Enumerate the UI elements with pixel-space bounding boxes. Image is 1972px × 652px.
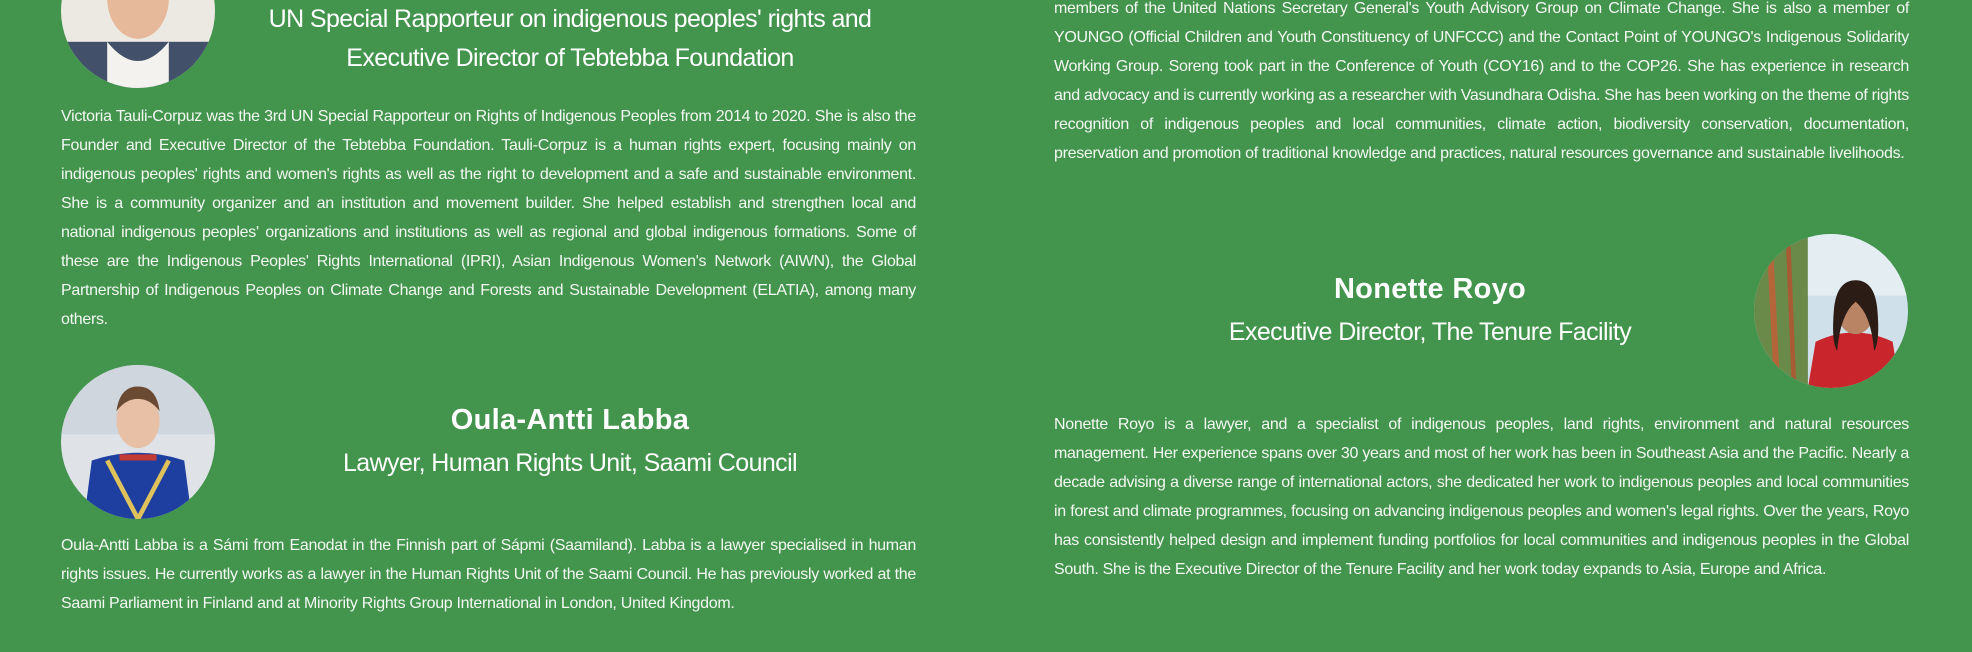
royo-photo [1754,234,1908,388]
labba-photo [61,365,215,519]
royo-name: Nonette Royo [1333,273,1527,305]
tauli-corpuz-bio: Victoria Tauli-Corpuz was the 3rd UN Special Rapporteur on Rights of Indigenous Peoples from 2014 to 2020. She is also the Founder and Executive Director of the Tebtebba Foundation. Tauli-Corpuz is a human rights expert, focusing mainly on indigenous peoples' rights and women's rights as well as the right to development and a safe and sustainable environment. She is a community organizer and an institution and movement builder. She helped establish and strengthen local and national indigenous peoples' organizations and institutions as well as regional and global indigenous formations. Some of these are the Indigenous Peoples' Rights International (IPRI), Asian Indigenous Women's Network (AIWN), the Global Partnership of Indigenous Peoples on Climate Change and Forests and Sustainable Development (ELATIA), among many others. [61,108,916,328]
soreng-bio: members of the United Nations Secretary General's Youth Advisory Group on Climate Change. She is also a member of YOUNGO (Official Children and Youth Constituency of UNFCCC) and the Contact Point of YOUNGO's Indigenous Solidarity Working Group. Soreng took part in the Conference of Youth (COY16) and to the COP26. She has experience in research and advocacy and is currently working as a researcher with Vasundhara Odisha. She has been working on the theme of rights recognition of indigenous peoples and local communities, climate action, biodiversity conservation, documentation, preservation and promotion of traditional knowledge and practices, natural resources governance and sustainable livelihoods. [1054,0,1909,162]
labba-role: Lawyer, Human Rights Unit, Saami Council [343,449,797,477]
labba-bio: Oula-Antti Labba is a Sámi from Eanodat in the Finnish part of Sápmi (Saamiland). Labba is a lawyer specialised in human rights issues. He currently works as a lawyer in the Human Rights Unit of the Saami Council. He has previously worked at the Saami Parliament in Finland and at Minority Rights Group International in London, United Kingdom. [61,537,916,612]
labba-name: Oula-Antti Labba [450,404,690,436]
tauli-corpuz-role-line1: UN Special Rapporteur on indigenous peoples' rights and [268,5,872,33]
royo-bio: Nonette Royo is a lawyer, and a specialist of indigenous peoples, land rights, environment and natural resources management. Her experience spans over 30 years and most of her work has been in Southeast Asia and the Pacific. Nearly a decade advising a diverse range of international actors, she dedicated her work to indigenous peoples and local communities in forest and climate programmes, focusing on advancing indigenous peoples and women's legal rights. Over the years, Royo has consistently helped design and implement funding portfolios for local communities and indigenous peoples in the Global South. She is the Executive Director of the Tenure Facility and her work today expands to Asia, Europe and Africa. [1054,416,1909,578]
tauli-corpuz-photo [61,0,215,88]
royo-role: Executive Director, The Tenure Facility [1228,318,1632,346]
tauli-corpuz-role-line2: Executive Director of Tebtebba Foundation [346,44,794,72]
